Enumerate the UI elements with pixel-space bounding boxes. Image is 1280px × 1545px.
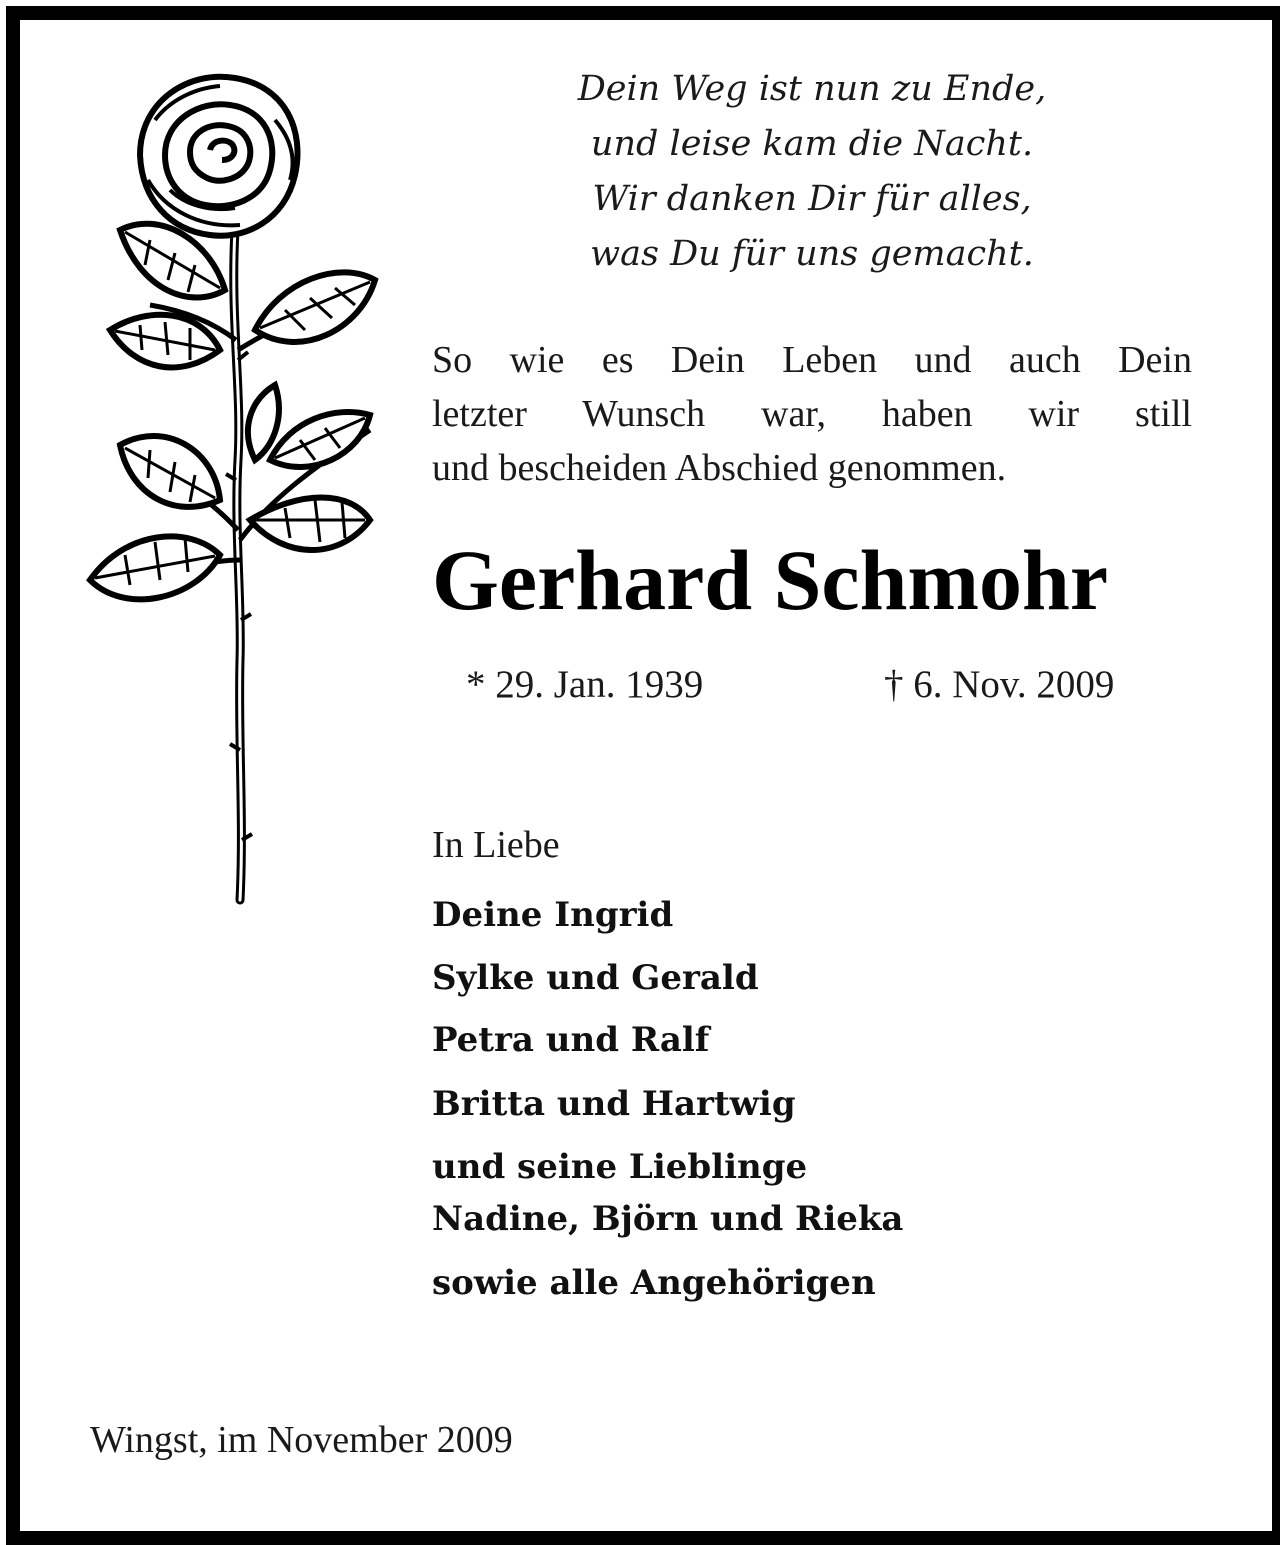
- death-date: † 6. Nov. 2009: [884, 663, 1115, 706]
- farewell-line: und bescheiden Abschied genommen.: [432, 447, 1007, 489]
- rose-icon: [70, 60, 390, 910]
- place-date: Wingst, im November 2009: [90, 1419, 513, 1461]
- farewell-text: [432, 333, 1192, 495]
- verse-line: was Du für uns gemacht.: [590, 234, 1034, 274]
- signatory-line: Sylke und Gerald: [432, 958, 759, 998]
- birth-date: * 29. Jan. 1939: [466, 663, 704, 706]
- verse-line: Wir danken Dir für alles,: [592, 179, 1032, 219]
- in-love-label: In Liebe: [432, 824, 560, 866]
- deceased-name: Gerhard Schmohr: [432, 532, 1109, 628]
- verse-line: und leise kam die Nacht.: [590, 124, 1034, 164]
- signatory-line: Deine Ingrid: [432, 895, 674, 935]
- signatory-line: Petra und Ralf: [432, 1020, 710, 1060]
- memorial-verse: [432, 62, 1192, 282]
- farewell-line: So wie es Dein Leben und auch Dein: [432, 339, 1192, 381]
- signatory-line: Britta und Hartwig: [432, 1084, 796, 1124]
- verse-line: Dein Weg ist nun zu Ende,: [577, 69, 1047, 109]
- signatory-line: Nadine, Björn und Rieka: [432, 1199, 904, 1239]
- signatory-line: und seine Lieblinge: [432, 1147, 808, 1187]
- farewell-line: letzter Wunsch war, haben wir still: [432, 393, 1192, 435]
- signatory-line: sowie alle Angehörigen: [432, 1263, 876, 1303]
